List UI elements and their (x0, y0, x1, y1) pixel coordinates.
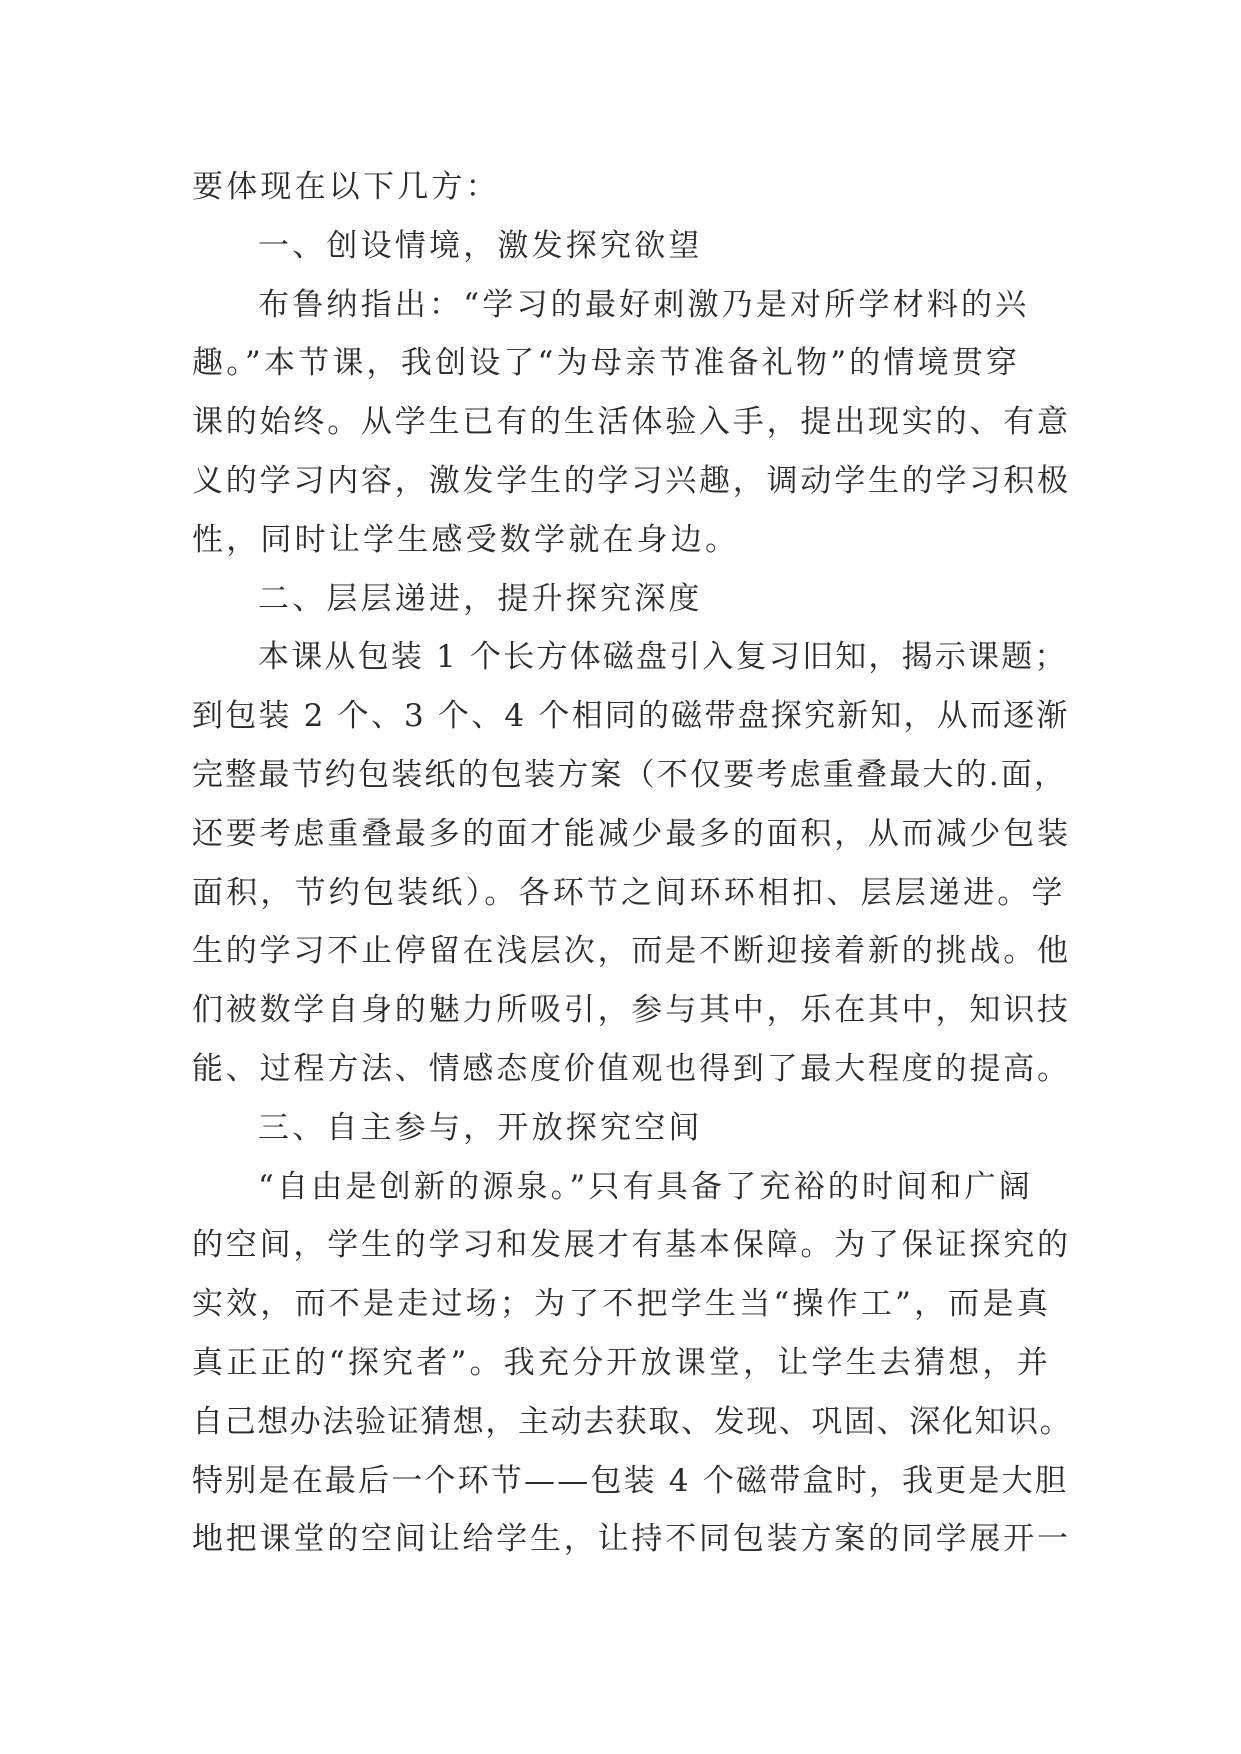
text-line: 自己想办法验证猜想，主动去获取、发现、巩固、深化知识。 (192, 1403, 1073, 1440)
text-line: 生的学习不止停留在浅层次，而是不断迎接着新的挑战。他 (192, 933, 1071, 970)
text-line: 本课从包装 1 个长方体磁盘引入复习旧知，揭示课题； (258, 639, 1068, 676)
text-line: 面积，节约包装纸）。各环节之间环环相扣、层层递进。学 (192, 874, 1066, 911)
text-line: 能、过程方法、情感态度价值观也得到了最大程度的提高。 (192, 1050, 1071, 1087)
text-line: 特别是在最后一个环节——包装 4 个磁带盒时，我更是大胆 (192, 1462, 1069, 1499)
text-line: 到包装 2 个、3 个、4 个相同的磁带盘探究新知，从而逐渐 (192, 698, 1070, 735)
text-line: 完整最节约包装纸的包装方案（不仅要考虑重叠最大的.面， (192, 756, 1068, 793)
text-line: 布鲁纳指出：“学习的最好刺激乃是对所学材料的兴 (258, 286, 1030, 323)
text-line: 地把课堂的空间让给学生，让持不同包装方案的同学展开一 (192, 1521, 1071, 1558)
text-line: 三、自主参与，开放探究空间 (258, 1109, 703, 1146)
text-line: 性，同时让学生感受数学就在身边。 (192, 521, 740, 558)
text-line: 义的学习内容，激发学生的学习兴趣，调动学生的学习积极 (192, 462, 1071, 499)
text-line: 要体现在以下几方： (192, 169, 500, 205)
text-line: 趣。”本节课，我创设了“为母亲节准备礼物”的情境贯穿 (192, 345, 1021, 382)
body-text (192, 158, 1072, 1569)
text-line: 真正正的“探究者”。我充分开放课堂，让学生去猜想，并 (192, 1344, 1051, 1381)
text-line: 实效，而不是走过场；为了不把学生当“操作工”，而是真 (192, 1286, 1051, 1323)
text-line: 还要考虑重叠最多的面才能减少最多的面积，从而减少包装 (192, 815, 1071, 852)
text-line: 二、层层递进，提升探究深度 (258, 580, 703, 617)
text-line: 的空间，学生的学习和发展才有基本保障。为了保证探究的 (192, 1227, 1071, 1264)
text-line: 们被数学自身的魅力所吸引，参与其中，乐在其中，知识技 (192, 992, 1071, 1029)
text-line: 一、创设情境，激发探究欲望 (258, 227, 703, 264)
text-line: “自由是创新的源泉。”只有具备了充裕的时间和广阔 (258, 1168, 1033, 1205)
text-line: 课的始终。从学生已有的生活体验入手，提出现实的、有意 (192, 404, 1071, 441)
